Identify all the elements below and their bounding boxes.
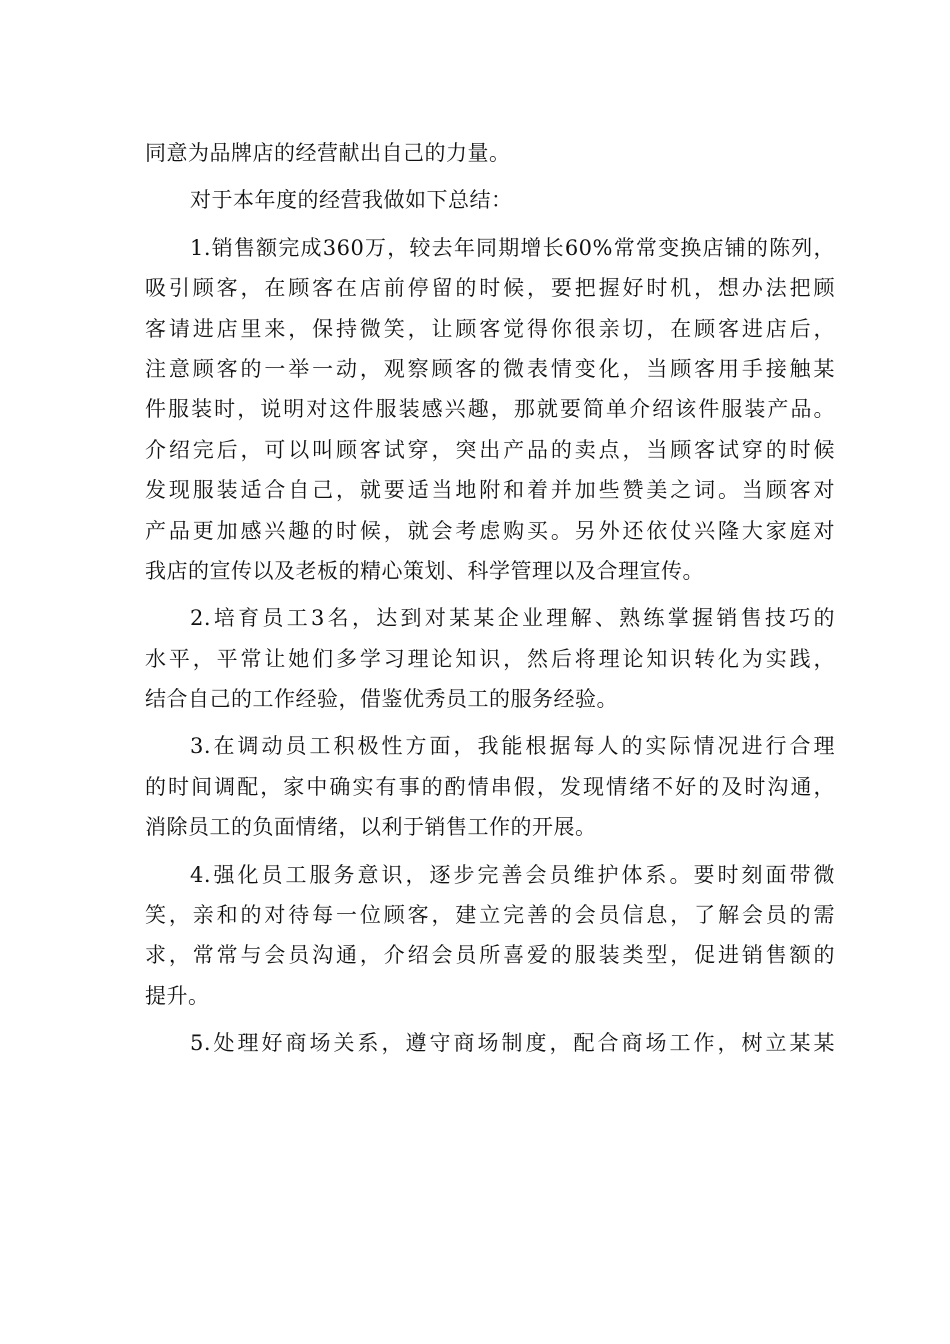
paragraph-summary-lead xyxy=(145,180,835,220)
paragraph-item-3 xyxy=(145,726,835,847)
paragraph-intro xyxy=(145,133,835,173)
text-line: 对于本年度的经营我做如下总结： xyxy=(190,188,513,213)
text-line: 介绍完后，可以叫顾客试穿，突出产品的卖点，当顾客试穿的时候 xyxy=(145,437,835,462)
text-line: 产品更加感兴趣的时候，就会考虑购买。另外还依仗兴隆大家庭对 xyxy=(145,518,835,543)
text-line: 1.销售额完成360万，较去年同期增长60%常常变换店铺的陈列， xyxy=(190,235,835,260)
paragraph-item-2 xyxy=(145,598,835,719)
text-line: 5.处理好商场关系，遵守商场制度，配合商场工作，树立某某 xyxy=(190,1031,835,1056)
text-line: 结合自己的工作经验，借鉴优秀员工的服务经验。 xyxy=(145,687,618,712)
text-line: 注意顾客的一举一动，观察顾客的微表情变化，当顾客用手接触某 xyxy=(145,356,835,381)
text-line: 求，常常与会员沟通，介绍会员所喜爱的服装类型，促进销售额的 xyxy=(145,943,835,968)
text-line: 提升。 xyxy=(145,983,210,1008)
paragraph-item-5 xyxy=(145,1023,835,1063)
text-line: 客请进店里来，保持微笑，让顾客觉得你很亲切，在顾客进店后， xyxy=(145,316,835,341)
text-line: 同意为品牌店的经营献出自己的力量。 xyxy=(145,141,511,165)
text-line: 2.培育员工3名，达到对某某企业理解、熟练掌握销售技巧的 xyxy=(190,606,835,631)
text-line: 发现服装适合自己，就要适当地附和着并加些赞美之词。当顾客对 xyxy=(145,478,835,503)
document-body xyxy=(145,133,835,1064)
text-line: 3.在调动员工积极性方面，我能根据每人的实际情况进行合理 xyxy=(190,734,835,759)
text-line: 水平，平常让她们多学习理论知识，然后将理论知识转化为实践， xyxy=(145,646,835,671)
text-line: 吸引顾客，在顾客在店前停留的时候，要把握好时机，想办法把顾 xyxy=(145,276,835,301)
paragraph-item-1 xyxy=(145,228,835,592)
text-line: 4.强化员工服务意识，逐步完善会员维护体系。要时刻面带微 xyxy=(190,862,835,887)
text-line: 消除员工的负面情绪，以利于销售工作的开展。 xyxy=(145,815,597,840)
text-line: 的时间调配，家中确实有事的酌情串假，发现情绪不好的及时沟通， xyxy=(145,774,835,799)
text-line: 我店的宣传以及老板的精心策划、科学管理以及合理宣传。 xyxy=(145,558,704,583)
paragraph-item-4 xyxy=(145,855,835,1017)
text-line: 笑，亲和的对待每一位顾客，建立完善的会员信息，了解会员的需 xyxy=(145,903,835,928)
text-line: 件服装时，说明对这件服装感兴趣，那就要简单介绍该件服装产品。 xyxy=(145,397,835,422)
